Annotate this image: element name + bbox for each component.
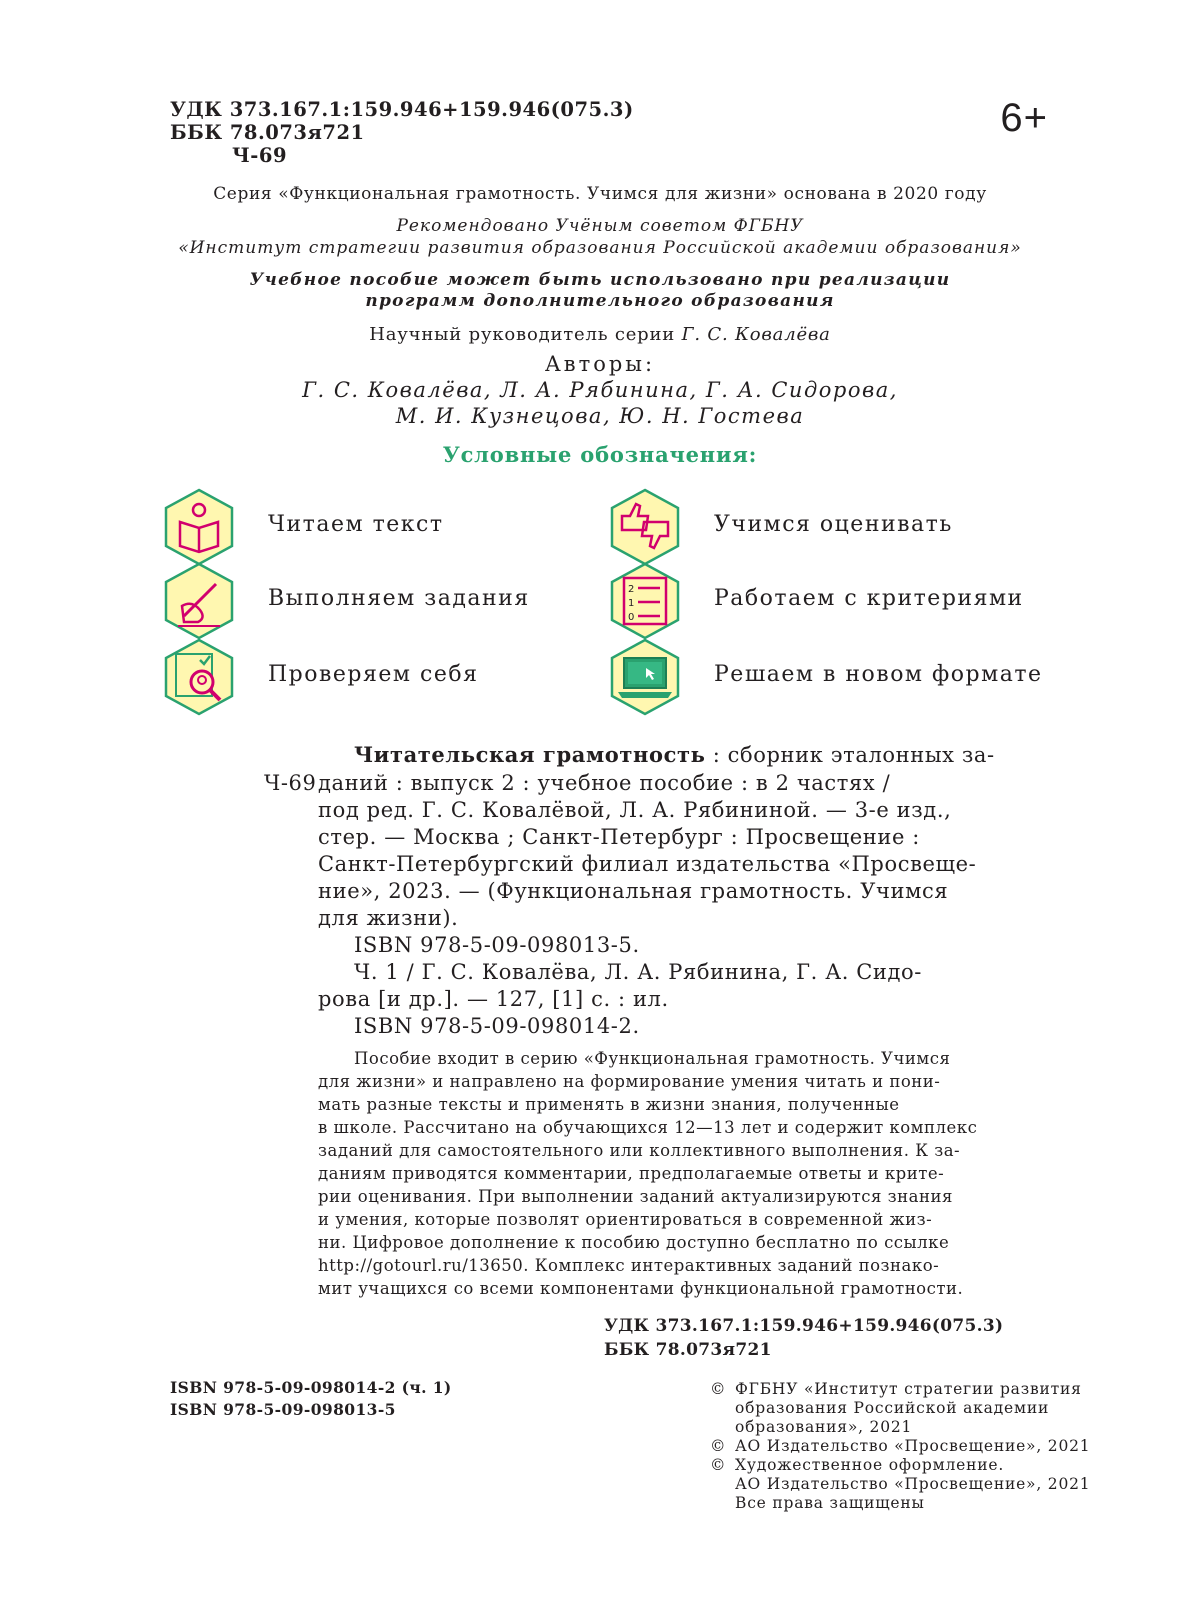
abstract-line: и умения, которые позволят ориентироваться в современной жиз- <box>318 1210 933 1229</box>
copyright-line: образования», 2021 <box>735 1418 913 1436</box>
abstract-line: в школе. Рассчитано на обучающихся 12—13 лет и содержит комплекс <box>318 1118 978 1137</box>
abstract-line: даниям приводятся комментарии, предполагаемые ответы и крите- <box>318 1164 945 1183</box>
abstract-line: для жизни» и направлено на формирование умения читать и пони- <box>318 1072 941 1091</box>
catalog-line-10: рова [и др.]. — 127, [1] с. : ил. <box>318 987 669 1011</box>
series-statement: Серия «Функциональная грамотность. Учимся для жизни» основана в 2020 году <box>213 184 987 204</box>
bbk-code: ББК 78.073я721 <box>170 121 365 144</box>
recommended-line-2: «Институт стратегии развития образования Российской академии образования» <box>178 238 1022 258</box>
legend-label: Учимся оценивать <box>714 512 953 537</box>
abstract-line: заданий для самостоятельного или коллективного выполнения. К за- <box>318 1141 961 1160</box>
legend-label: Читаем текст <box>268 512 444 537</box>
abstract-line: мит учащихся со всеми компонентами функциональной грамотности. <box>318 1279 964 1298</box>
legend-label: Решаем в новом формате <box>714 662 1043 687</box>
catalog-bbk: ББК 78.073я721 <box>604 1340 772 1360</box>
catalog-title: Читательская грамотность <box>354 742 706 767</box>
abstract-line: ни. Цифровое дополнение к пособию доступно бесплатно по ссылке <box>318 1233 950 1252</box>
copyright-line: Художественное оформление. <box>735 1456 1005 1474</box>
call-number: Ч-69 <box>232 144 288 167</box>
udk-code: УДК 373.167.1:159.946+159.946(075.3) <box>170 98 634 121</box>
age-rating: 6+ <box>1000 96 1048 140</box>
catalog-udk: УДК 373.167.1:159.946+159.946(075.3) <box>604 1316 1004 1336</box>
catalog-call-number: Ч-69 <box>264 771 317 795</box>
copyright-line: АО Издательство «Просвещение», 2021 <box>735 1475 1091 1493</box>
authors-line-2: М. И. Кузнецова, Ю. Н. Гостева <box>395 404 805 428</box>
svg-text:0: 0 <box>628 612 635 623</box>
catalog-line-2: даний : выпуск 2 : учебное пособие : в 2 частях / <box>318 771 891 795</box>
scientific-lead-label: Научный руководитель серии <box>369 324 676 345</box>
abstract-line: http://gotourl.ru/13650. Комплекс интерактивных заданий познако- <box>318 1256 940 1275</box>
abstract-line: Пособие входит в серию «Функциональная грамотность. Учимся <box>354 1049 951 1068</box>
catalog-line-6: ние», 2023. — (Функциональная грамотность. Учимся <box>318 879 949 903</box>
authors-line-1: Г. С. Ковалёва, Л. А. Рябинина, Г. А. Сидорова, <box>302 378 898 402</box>
scientific-lead-name: Г. С. Ковалёва <box>681 324 831 345</box>
catalog-line-9: Ч. 1 / Г. С. Ковалёва, Л. А. Рябинина, Г. А. Сидо- <box>354 960 922 984</box>
catalog-line-7: для жизни). <box>318 906 459 930</box>
authors-title: Авторы: <box>544 352 656 376</box>
copyright-symbol: © <box>710 1456 727 1474</box>
legend-label: Работаем с критериями <box>714 586 1024 611</box>
legend-label: Выполняем задания <box>268 586 530 611</box>
svg-text:2: 2 <box>628 584 635 595</box>
legend-title: Условные обозначения: <box>442 442 758 467</box>
catalog-line-1-rest: : сборник эталонных за- <box>712 743 995 767</box>
catalog-isbn-part: ISBN 978-5-09-098014-2. <box>354 1014 640 1038</box>
usage-line-1: Учебное пособие может быть использовано при реализации <box>249 270 951 290</box>
abstract-line: мать разные тексты и применять в жизни знания, полученные <box>318 1095 900 1114</box>
copyright-symbol: © <box>710 1380 727 1398</box>
abstract-line: рии оценивания. При выполнении заданий актуализируются знания <box>318 1187 953 1206</box>
catalog-line-3: под ред. Г. С. Ковалёвой, Л. А. Рябининой. — 3-е изд., <box>318 798 952 822</box>
recommended-line-1: Рекомендовано Учёным советом ФГБНУ <box>396 216 804 236</box>
copyright-symbol: © <box>710 1437 727 1455</box>
svg-text:1: 1 <box>628 598 635 609</box>
catalog-line-4: стер. — Москва ; Санкт-Петербург : Просвещение : <box>318 825 920 849</box>
catalog-line-5: Санкт-Петербургский филиал издательства «Просвеще- <box>318 852 977 876</box>
legend-label: Проверяем себя <box>268 662 479 687</box>
copyright-line: ФГБНУ «Институт стратегии развития <box>735 1380 1082 1398</box>
catalog-isbn-set: ISBN 978-5-09-098013-5. <box>354 933 640 957</box>
copyright-line: АО Издательство «Просвещение», 2021 <box>735 1437 1091 1455</box>
isbn-set: ISBN 978-5-09-098013-5 <box>170 1400 396 1419</box>
usage-line-2: программ дополнительного образования <box>365 291 835 311</box>
copyright-line: Все права защищены <box>735 1494 925 1512</box>
copyright-line: образования Российской академии <box>735 1399 1050 1417</box>
isbn-part-1: ISBN 978-5-09-098014-2 (ч. 1) <box>170 1378 452 1397</box>
